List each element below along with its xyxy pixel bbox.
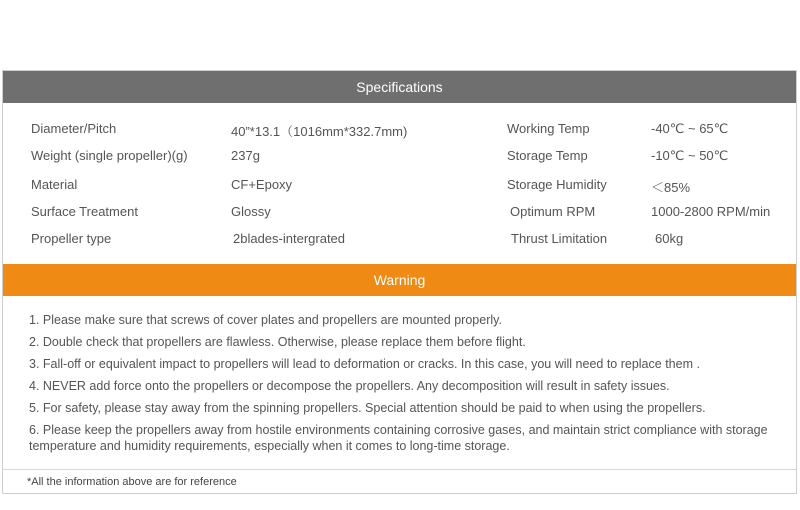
spec-value: 2blades-intergrated bbox=[233, 231, 346, 246]
spec-row bbox=[3, 121, 796, 141]
warning-item: 4. NEVER add force onto the propellers or decompose the propellers. Any decomposition will result in safety issues. bbox=[29, 379, 670, 393]
warning-header bbox=[3, 264, 796, 296]
spec-label: Optimum RPM bbox=[510, 204, 596, 219]
spec-row bbox=[3, 204, 796, 224]
warning-title: Warning bbox=[373, 272, 426, 288]
spec-label: Weight (single propeller)(g) bbox=[31, 148, 188, 163]
warning-item: 6. Please keep the propellers away from hostile environments containing corrosive gases, and maintain strict compliance with storage temperature and humidity requirements, especially when it comes to long-time storage. bbox=[29, 423, 768, 453]
spec-sheet bbox=[2, 70, 797, 494]
spec-value: 1000-2800 RPM/min bbox=[651, 204, 771, 219]
spec-value: 60kg bbox=[655, 231, 684, 246]
spec-label: Storage Humidity bbox=[507, 177, 607, 192]
footnote: *All the information above are for reference bbox=[27, 476, 237, 488]
spec-value: ＜85% bbox=[651, 180, 691, 195]
warning-list bbox=[29, 312, 779, 460]
spec-value: 237g bbox=[231, 148, 260, 163]
specifications-header bbox=[3, 71, 796, 103]
spec-value: -40℃ ~ 65℃ bbox=[651, 121, 729, 136]
footnote-divider bbox=[3, 469, 796, 470]
spec-label: Material bbox=[31, 177, 78, 192]
spec-value: CF+Epoxy bbox=[231, 177, 293, 192]
spec-label: Diameter/Pitch bbox=[31, 121, 117, 136]
specifications-title: Specifications bbox=[356, 79, 443, 95]
spec-label: Thrust Limitation bbox=[511, 231, 608, 246]
spec-value: 40”*13.1（1016mm*332.7mm) bbox=[231, 124, 408, 139]
spec-row bbox=[3, 148, 796, 168]
spec-row bbox=[3, 177, 796, 197]
spec-row bbox=[3, 231, 796, 251]
warning-item: 3. Fall-off or equivalent impact to propellers will lead to deformation or cracks. In this case, you will need to replace them . bbox=[29, 357, 700, 371]
warning-item: 2. Double check that propellers are flawless. Otherwise, please replace them before flight. bbox=[29, 335, 526, 349]
spec-value: -10℃ ~ 50℃ bbox=[651, 148, 729, 163]
warning-item: 5. For safety, please stay away from the spinning propellers. Special attention should be paid to when using the propellers. bbox=[29, 401, 706, 415]
spec-label: Storage Temp bbox=[507, 148, 588, 163]
spec-value: Glossy bbox=[231, 204, 271, 219]
spec-label: Working Temp bbox=[507, 121, 590, 136]
spec-label: Surface Treatment bbox=[31, 204, 138, 219]
warning-item: 1. Please make sure that screws of cover plates and propellers are mounted properly. bbox=[29, 313, 502, 327]
spec-label: Propeller type bbox=[31, 231, 112, 246]
